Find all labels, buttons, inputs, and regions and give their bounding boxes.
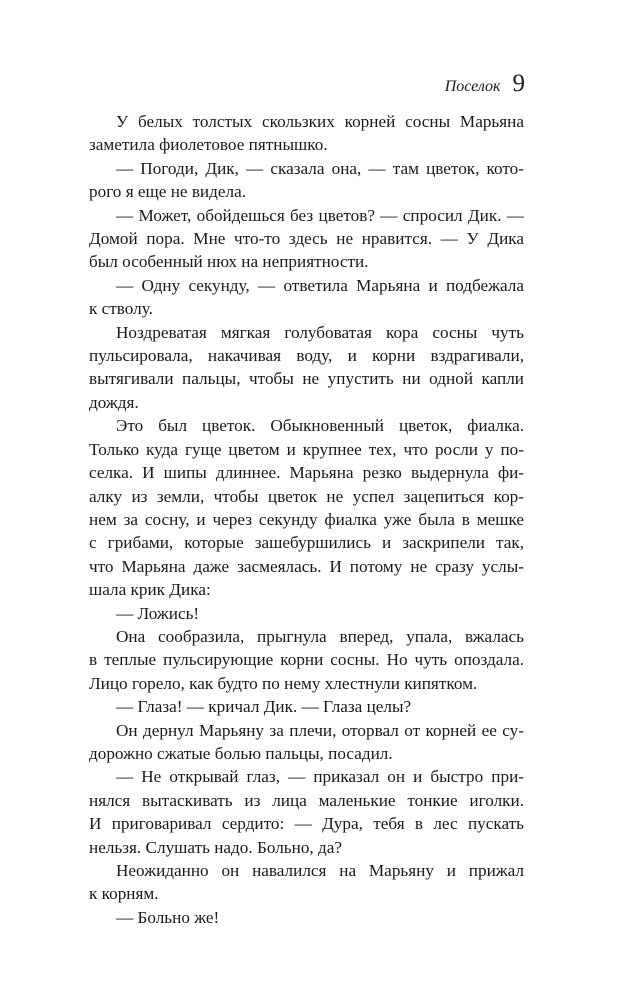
text-line: У белых толстых скользких корней сосны Марьяна [116,112,524,131]
text-line: дождя. [89,392,139,412]
text-line: — Погоди, Дик, — сказала она, — там цветок, кото- [116,158,524,178]
paragraph [89,719,524,766]
text-line: Это был цветок. Обыкновенный цветок, фиалка. [116,416,524,436]
text-line: Она сообразила, прыгнула вперед, упала, вжалась [116,626,524,646]
text-line: алку из земли, чтобы цветок не успел зацепиться кор- [89,486,524,506]
text-line: — Больно же! [116,907,220,927]
body-text [89,110,524,929]
page-number: 9 [512,70,525,97]
text-line: был особенный нюх на неприятности. [89,252,369,272]
text-line: нельзя. Слушать надо. Больно, да? [89,837,343,857]
text-line: в теплые пульсирующие корни сосны. Но чуть опоздала. [89,650,524,670]
text-line: нялся вытаскивать из лица маленькие тонкие иголки. [89,790,524,810]
paragraph [89,765,524,859]
text-line: И приговаривал сердито: — Дура, тебя в лес пускать [89,814,524,834]
text-line: Он дернул Марьяну за плечи, оторвал от корней ее су- [116,720,524,740]
paragraph [89,602,524,625]
text-line: — Ложись! [116,603,200,623]
text-line: — Глаза! — кричал Дик. — Глаза целы? [116,697,412,717]
paragraph [89,625,524,695]
text-line: — Не открывай глаз, — приказал он и быстро при- [116,767,524,787]
paragraph [89,110,524,157]
running-title: Поселок [444,78,501,95]
paragraph [89,414,524,601]
text-line: к корням. [89,884,159,904]
paragraph [89,157,524,204]
paragraph [89,906,524,929]
running-head [445,70,525,98]
text-line: селка. И шипы длиннее. Марьяна резко выдернула фи- [89,463,524,483]
paragraph [89,274,524,321]
text-line: Лицо горело, как будто по нему хлестнули кипятком. [89,673,478,693]
paragraph [89,321,524,415]
text-line: — Одну секунду, — ответила Марьяна и подбежала [116,275,524,295]
text-line: Неожиданно он навалился на Марьяну и прижал [116,861,524,880]
text-line: шала крик Дика: [89,580,211,600]
text-line: — Может, обойдешься без цветов? — спросил Дик. — [116,205,524,225]
text-line: что Марьяна даже засмеялась. И потому не сразу услы- [89,556,524,576]
paragraph [89,695,524,718]
text-line: нем за сосну, и через секунду фиалка уже была в мешке [89,509,524,529]
text-line: Домой пора. Мне что-то здесь не нравится. — У Дика [89,229,524,249]
text-line: рого я еще не видела. [89,182,247,202]
text-line: заметила фиолетовое пятнышко. [89,135,328,155]
text-line: дорожно сжатые болью пальцы, посадил. [89,743,393,763]
text-line: вытягивали пальцы, чтобы не упустить ни одной капли [89,369,524,389]
text-line: пульсировала, накачивая воду, и корни вздрагивали, [89,346,524,366]
paragraph [89,859,524,906]
paragraph [89,204,524,274]
text-line: Только куда гуще цветом и крупнее тех, что росли у по- [89,439,524,459]
text-line: с грибами, которые зашебуршились и заскрипели так, [89,533,524,553]
text-line: Ноздреватая мягкая голубоватая кора сосны чуть [116,322,524,342]
text-line: к стволу. [89,299,153,319]
